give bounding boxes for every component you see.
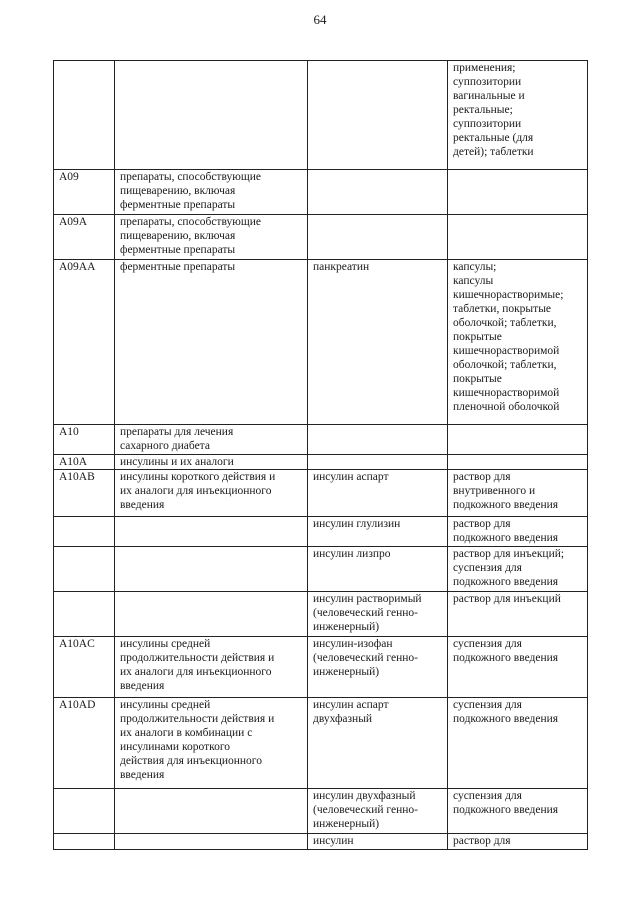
atc-code-cell: A10A xyxy=(54,455,115,470)
atc-code-cell xyxy=(54,592,115,637)
substance-cell: инсулин-изофан (человеческий генно- инженерный) xyxy=(308,637,448,698)
dosage-form-cell xyxy=(448,425,588,455)
substance-cell: инсулин двухфазный (человеческий генно- инженерный) xyxy=(308,789,448,834)
table-row xyxy=(54,425,588,455)
dosage-form-cell: раствор для инъекций; суспензия для подкожного введения xyxy=(448,547,588,592)
group-name-cell: ферментные препараты xyxy=(115,260,308,425)
substance-cell xyxy=(308,215,448,260)
substance-cell: инсулин аспарт двухфазный xyxy=(308,698,448,789)
table-row xyxy=(54,698,588,789)
table-row xyxy=(54,834,588,850)
table-body xyxy=(54,61,588,850)
table-row xyxy=(54,61,588,170)
group-name-cell xyxy=(115,61,308,170)
atc-code-cell: A10AD xyxy=(54,698,115,789)
atc-code-cell xyxy=(54,61,115,170)
dosage-form-cell xyxy=(448,170,588,215)
page-number: 64 xyxy=(313,12,327,27)
substance-cell xyxy=(308,455,448,470)
substance-cell xyxy=(308,425,448,455)
table-row xyxy=(54,470,588,517)
table-row xyxy=(54,215,588,260)
substance-cell: инсулин глулизин xyxy=(308,517,448,547)
dosage-form-cell: раствор для подкожного введения xyxy=(448,517,588,547)
group-name-cell xyxy=(115,789,308,834)
substance-cell xyxy=(308,170,448,215)
dosage-form-cell xyxy=(448,215,588,260)
group-name-cell: препараты, способствующие пищеварению, включая ферментные препараты xyxy=(115,170,308,215)
dosage-form-cell: применения; суппозитории вагинальные и ректальные; суппозитории ректальные (для детей); таблетки xyxy=(448,61,588,170)
table-row xyxy=(54,517,588,547)
atc-code-cell xyxy=(54,834,115,850)
atc-code-cell xyxy=(54,789,115,834)
dosage-form-cell xyxy=(448,455,588,470)
atc-code-cell: A09 xyxy=(54,170,115,215)
substance-cell: панкреатин xyxy=(308,260,448,425)
group-name-cell: препараты, способствующие пищеварению, включая ферментные препараты xyxy=(115,215,308,260)
atc-code-cell xyxy=(54,517,115,547)
table-row xyxy=(54,455,588,470)
atc-code-cell: A10 xyxy=(54,425,115,455)
substance-cell xyxy=(308,61,448,170)
atc-code-cell: A09A xyxy=(54,215,115,260)
atc-code-cell: A10AB xyxy=(54,470,115,517)
dosage-form-cell: раствор для внутривенного и подкожного введения xyxy=(448,470,588,517)
dosage-form-cell: раствор для инъекций xyxy=(448,592,588,637)
dosage-form-cell: суспензия для подкожного введения xyxy=(448,637,588,698)
drug-table xyxy=(53,60,588,850)
dosage-form-cell: капсулы; капсулы кишечнорастворимые; таблетки, покрытые оболочкой; таблетки, покрытые кишечнорастворимой оболочкой; таблетки, покрытые кишечнорастворимой пленочной оболочкой xyxy=(448,260,588,425)
group-name-cell xyxy=(115,517,308,547)
table-row xyxy=(54,637,588,698)
dosage-form-cell: суспензия для подкожного введения xyxy=(448,698,588,789)
group-name-cell: препараты для лечения сахарного диабета xyxy=(115,425,308,455)
atc-code-cell: A09AA xyxy=(54,260,115,425)
table-row xyxy=(54,547,588,592)
dosage-form-cell: суспензия для подкожного введения xyxy=(448,789,588,834)
atc-code-cell: A10AC xyxy=(54,637,115,698)
substance-cell: инсулин лизпро xyxy=(308,547,448,592)
atc-code-cell xyxy=(54,547,115,592)
group-name-cell: инсулины и их аналоги xyxy=(115,455,308,470)
group-name-cell: инсулины средней продолжительности действия и их аналоги для инъекционного введения xyxy=(115,637,308,698)
table-row xyxy=(54,592,588,637)
table-row xyxy=(54,170,588,215)
group-name-cell xyxy=(115,547,308,592)
group-name-cell xyxy=(115,834,308,850)
table-row xyxy=(54,789,588,834)
group-name-cell: инсулины средней продолжительности действия и их аналоги в комбинации с инсулинами короткого действия для инъекционного введения xyxy=(115,698,308,789)
substance-cell: инсулин растворимый (человеческий генно- инженерный) xyxy=(308,592,448,637)
substance-cell: инсулин аспарт xyxy=(308,470,448,517)
group-name-cell: инсулины короткого действия и их аналоги для инъекционного введения xyxy=(115,470,308,517)
group-name-cell xyxy=(115,592,308,637)
dosage-form-cell: раствор для xyxy=(448,834,588,850)
substance-cell: инсулин xyxy=(308,834,448,850)
table-row xyxy=(54,260,588,425)
